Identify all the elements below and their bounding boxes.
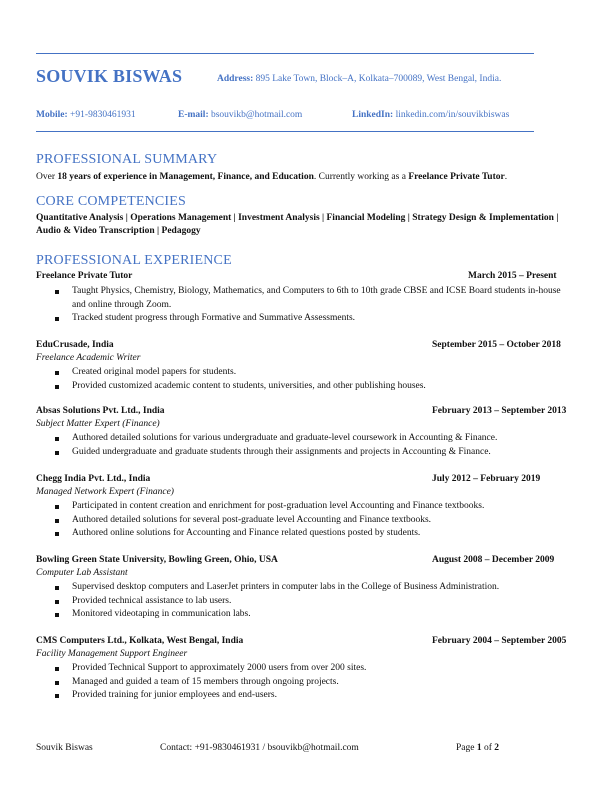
list-item <box>36 689 576 703</box>
bullet-icon <box>55 681 59 685</box>
list-item <box>36 285 576 312</box>
bullet-icon <box>55 694 59 698</box>
list-item <box>36 514 576 528</box>
bullet-text: Supervised desktop computers and LaserJet printers in computer labs in the College of Business Administration. <box>72 582 500 592</box>
email-line <box>178 110 302 120</box>
job-role: Subject Matter Expert (Finance) <box>36 419 160 429</box>
job-header <box>36 474 576 486</box>
bullet-text: Provided technical assistance to lab users. <box>72 595 232 606</box>
page-prefix: Page <box>456 743 477 753</box>
bullet-icon <box>55 505 59 509</box>
bullet-icon <box>55 437 59 441</box>
bullet-text: Tracked student progress through Formative and Summative Assessments. <box>72 313 356 323</box>
competencies-heading: CORE COMPETENCIES <box>36 194 187 209</box>
bullet-text: Provided customized academic content to students, universities, and other publishing houses. <box>72 380 426 391</box>
summary-part-3: . <box>504 172 508 182</box>
job-role: Computer Lab Assistant <box>36 568 128 578</box>
footer-name: Souvik Biswas <box>36 743 93 753</box>
list-item <box>36 527 576 541</box>
bullet-icon <box>55 451 59 455</box>
bullet-icon <box>55 667 59 671</box>
job-organization: Absas Solutions Pvt. Ltd., India <box>36 406 165 416</box>
job-bullets <box>36 366 576 393</box>
job-header <box>36 271 576 283</box>
job-dates: August 2008 – December 2009 <box>432 555 555 565</box>
bullet-icon <box>55 371 59 375</box>
job-header <box>36 636 576 648</box>
bullet-text: Authored detailed solutions for various undergraduate and graduate-level coursework in Accounting & Finance. <box>72 433 498 443</box>
summary-part-2: . Currently working as a <box>313 172 409 182</box>
bullet-icon <box>55 600 59 604</box>
bullet-text: Created original model papers for students. <box>72 367 237 377</box>
bullet-icon <box>55 613 59 617</box>
bullet-text: Authored detailed solutions for several post-graduate level Accounting and Finance textbooks. <box>72 514 432 525</box>
job-dates: September 2015 – October 2018 <box>432 340 561 350</box>
bullet-text: Provided Technical Support to approximately 2000 users from over 200 sites. <box>72 663 367 673</box>
list-item <box>36 432 576 446</box>
bullet-icon <box>55 519 59 523</box>
job-entry <box>36 555 576 622</box>
bullet-text: Managed and guided a team of 15 members through ongoing projects. <box>72 676 339 687</box>
job-entry <box>36 406 576 459</box>
job-bullets <box>36 581 576 622</box>
email-label: E-mail: <box>178 110 209 120</box>
job-header <box>36 340 576 352</box>
list-item <box>36 676 576 690</box>
list-item <box>36 662 576 676</box>
candidate-name: SOUVIK BISWAS <box>36 66 183 86</box>
job-organization: Bowling Green State University, Bowling Green, Ohio, USA <box>36 555 278 565</box>
bullet-icon <box>55 317 59 321</box>
bullet-icon <box>55 290 59 294</box>
linkedin-line <box>352 110 509 120</box>
list-item <box>36 366 576 380</box>
job-header <box>36 555 576 567</box>
job-entry <box>36 474 576 541</box>
address-line <box>217 74 501 84</box>
bullet-text: Participated in content creation and enrichment for post-graduation level Accounting and Finance textbooks. <box>72 501 485 511</box>
job-bullets <box>36 432 576 459</box>
page-total: 2 <box>494 743 500 753</box>
job-dates: March 2015 – Present <box>468 271 557 281</box>
bullet-text: Provided training for junior employees and end-users. <box>72 690 277 700</box>
address-label: Address: <box>217 74 254 84</box>
job-organization: Chegg India Pvt. Ltd., India <box>36 474 151 484</box>
job-dates: July 2012 – February 2019 <box>432 474 541 484</box>
list-item <box>36 581 576 595</box>
job-dates: February 2004 – September 2005 <box>432 636 567 646</box>
bullet-text: Taught Physics, Chemistry, Biology, Mathematics, and Computers to 6th to 10th grade CBSE and ICSE Board students in-house and online through Zoom. <box>72 286 561 310</box>
summary-current-role: Freelance Private Tutor <box>408 172 505 182</box>
list-item <box>36 595 576 609</box>
job-role: Freelance Academic Writer <box>36 353 141 363</box>
job-header <box>36 406 576 418</box>
job-entry <box>36 271 576 326</box>
linkedin-link[interactable]: linkedin.com/in/souvikbiswas <box>395 110 510 120</box>
summary-heading: PROFESSIONAL SUMMARY <box>36 152 218 167</box>
job-role: Facility Management Support Engineer <box>36 649 188 659</box>
bullet-icon <box>55 385 59 389</box>
job-bullets <box>36 285 576 326</box>
mobile-line <box>36 110 136 120</box>
job-organization: EduCrusade, India <box>36 340 114 350</box>
address-value: 895 Lake Town, Block–A, Kolkata–700089, West Bengal, India. <box>255 74 502 84</box>
bullet-text: Authored online solutions for Accounting and Finance related questions posted by students. <box>72 528 421 538</box>
list-item <box>36 608 576 622</box>
footer-contact: Contact: +91-9830461931 / bsouvikb@hotmail.com <box>160 743 359 753</box>
competencies-text: Quantitative Analysis | Operations Management | Investment Analysis | Financial Modeling | Strategy Design & Implementation | Audio & Video Transcription | Pedagogy <box>36 213 559 236</box>
footer-page-number <box>456 743 499 753</box>
job-entry <box>36 340 576 393</box>
header-bottom-rule <box>36 131 534 132</box>
mobile-value: +91-9830461931 <box>70 110 136 120</box>
experience-heading: PROFESSIONAL EXPERIENCE <box>36 253 232 268</box>
list-item <box>36 500 576 514</box>
list-item <box>36 380 576 394</box>
job-role: Managed Network Expert (Finance) <box>36 487 174 497</box>
linkedin-label: LinkedIn: <box>352 110 394 120</box>
bullet-icon <box>55 532 59 536</box>
summary-experience-years: 18 years of experience in Management, Finance, and Education <box>57 172 314 182</box>
bullet-text: Guided undergraduate and graduate students through their assignments and projects in Accounting & Finance. <box>72 446 491 457</box>
bullet-text: Monitored videotaping in communication labs. <box>72 609 251 619</box>
email-link[interactable]: bsouvikb@hotmail.com <box>210 110 303 120</box>
summary-part-1: Over <box>36 172 58 182</box>
list-item <box>36 312 576 326</box>
list-item <box>36 446 576 460</box>
page-current: 1 <box>476 743 482 753</box>
header-top-rule <box>36 53 534 54</box>
job-organization: Freelance Private Tutor <box>36 271 133 281</box>
job-organization: CMS Computers Ltd., Kolkata, West Bengal, India <box>36 636 244 646</box>
mobile-label: Mobile: <box>36 110 68 120</box>
summary-text <box>36 171 576 184</box>
job-bullets <box>36 500 576 541</box>
page-mid: of <box>481 743 495 753</box>
job-entry <box>36 636 576 703</box>
job-dates: February 2013 – September 2013 <box>432 406 567 416</box>
bullet-icon <box>55 586 59 590</box>
job-bullets <box>36 662 576 703</box>
